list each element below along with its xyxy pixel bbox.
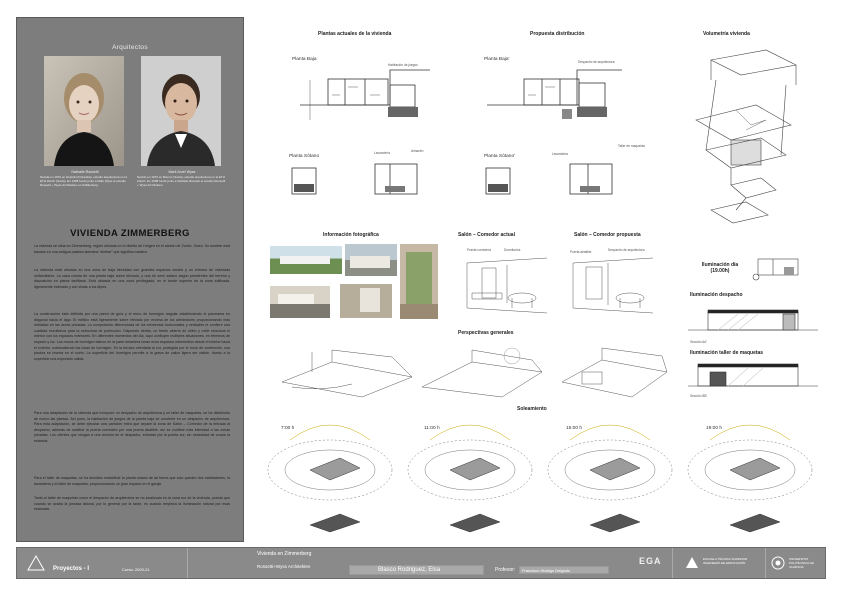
volumetry-axonometric <box>676 40 806 230</box>
office-lighting-section <box>688 300 818 340</box>
living-current-sketch <box>462 253 552 318</box>
proposed-ground-floor-plan <box>482 65 632 130</box>
university-name: UNIVERSITAT POLITÈCNICA DE VALÈNCIA <box>789 557 814 569</box>
heading-perspectives: Perspectivas generales <box>458 330 514 336</box>
paragraph-3: La construcción está definida por una pared de guía y el muro de hormigón angular estableciendo el panorama en diagonal hacia el lago. El edificio está ligeramente sobre elevado por encima de los alrededores proporcionando más intimidad en las áreas privadas. La composición diferenciada de los elementos horizontales y verticales le confiere una cualidad escultórica para la estructura de protección. Dispuesto detrás, un frente abierto de vidrio y roble relaciona el interior con los espacios exteriores. En diferentes momentos del día, aquí confluyen múltiples situaciones, en términos de espacio y luz. Los muros de hormigón blanco en la parte delantera crean unos espacios intermedios desde el interior hacia el exterior, sobresaliendo las losas de hormigón. En la terraza orientada al sur, protegida por el muro de contención, una piscina se inserta en el suelo. La superficie del hormigón permite a la grava de calizo ligera ser visible, dando a la superficie una expresión cálida. <box>34 312 230 361</box>
heading-photo-info: Información fotográfica <box>323 232 379 238</box>
living-proposed-sketch <box>568 253 658 318</box>
school-name: ESCUELA TÉCNICA SUPERIOR INGENIERÍA DE EDIFICACIÓN <box>703 557 748 565</box>
sun-diagram-19h <box>688 425 812 532</box>
architects-heading: Arquitectos <box>112 44 148 51</box>
footer-bar <box>16 547 826 579</box>
label-laundry-proposed: Lavandería <box>552 152 568 156</box>
hour-11: 11:00 h <box>424 426 440 431</box>
hour-19: 19:00 h <box>706 426 723 431</box>
label-basement: Planta Sótano <box>289 154 320 159</box>
heading-volumetry: Volumetría vivienda <box>703 31 750 37</box>
footer-divider-3 <box>765 548 766 578</box>
hour-7: 7:00 h <box>281 426 295 431</box>
sun-diagram-7h <box>268 425 392 532</box>
heading-proposed-distribution: Propuesta distribución <box>530 31 585 37</box>
proposed-basement-plan <box>484 160 634 200</box>
left-info-panel <box>16 17 244 542</box>
school-logo-icon <box>685 556 699 570</box>
label-model-workshop: Taller de maquetas <box>618 144 645 148</box>
footer-divider <box>187 548 188 578</box>
sunlight-diagrams <box>260 418 820 543</box>
label-bedrooms: Dormitorios <box>504 248 521 252</box>
architect1-name: Nathalie Rossetti <box>71 170 99 174</box>
heading-workshop-lighting: Iluminación taller de maquetas <box>690 350 764 356</box>
paragraph-4: Para una adaptación de la vivienda que incorpore un despacho de arquitectura y un taller de maquetas, se ha distribuido de nuevo las plantas. Así pues, la habitación de juegos de la planta baja se convierte en un despacho de arquitectura. Para esta adaptación, se debe ejecutar una partición extra que separe la zona de Salón – Comedor de la entrada al despacho, además de sustituir la puerta corredera por una puerta abatible, así se confiere más intimidad a las zonas privadas. Los clientes que vengan a una reunión en el despacho, entrarán por la puerta sur, sin necesidad de cruzar la estancia. <box>34 411 230 443</box>
section-bb-label: Sección BB' <box>690 394 708 398</box>
photo-interior-1 <box>340 284 392 318</box>
footer-divider-2 <box>672 548 673 578</box>
footer-project-title: Vivienda en Zimmerberg <box>257 551 312 557</box>
label-storage: Almacén <box>411 149 424 153</box>
architect1-bio: Nacida en 1970 en Helsinki (Finlandia), estudió arquitectura en la ETH Zürich (Suiza). En 1998 fundó junto a Mark Wyss el estudio Rossetti + Wyss Architekten en Zollikerberg. <box>40 175 127 187</box>
label-game-room: Habitación de juegos <box>388 63 418 67</box>
architect2-name: Mark Aurel Wyss <box>168 170 196 174</box>
perspectives-strip <box>272 342 672 402</box>
label-ground-floor: Planta Baja <box>292 57 317 62</box>
student-name: Blasco Rodriguez, Elsa <box>378 567 441 573</box>
project-title: VIVIENDA ZIMMERBERG <box>70 228 190 239</box>
ega-logo: EGA <box>639 556 662 566</box>
label-hinged-door: Puerta abatible <box>570 250 592 254</box>
student-name-box <box>349 565 484 575</box>
university-seal-icon <box>771 555 785 571</box>
heading-sunlight: Soleamiento <box>517 406 547 412</box>
heading-current-plans: Plantas actuales de la vivienda <box>318 31 392 37</box>
footer-architects: Rossetti+Wyss Architekten <box>257 564 311 569</box>
professor-name: Francisco Hidalgo Delgado <box>522 568 571 573</box>
daylight-plan <box>748 253 818 283</box>
photo-interior-corridor <box>400 244 438 319</box>
label-office-2: Despacho de arquitectura <box>608 248 645 252</box>
photo-exterior-3 <box>270 286 330 318</box>
architect1-caption <box>40 170 130 187</box>
heading-living-proposed: Salón – Comedor propuesta <box>574 232 641 238</box>
course-year: Curso: 2020-21 <box>122 567 150 572</box>
photo-exterior-1 <box>270 246 342 274</box>
heading-office-lighting: Iluminación despacho <box>690 292 743 298</box>
architect2-caption <box>137 170 227 187</box>
paragraph-6: Tanto el taller de maquetas como el despacho de arquitectura se ha localizado en la zona sur de la vivienda, puesto que cuando se acaba la jornada laboral, por lo general por la tarde, es cuando empieza la iluminación natural por esas estancias. <box>34 496 230 512</box>
professor-name-box <box>519 566 609 574</box>
architect-photo-woman <box>44 56 124 166</box>
current-basement-plan <box>290 160 440 200</box>
paragraph-1: La vivienda se sitúa en Zimmerberg, región ubicada en el distrito de Horgen en el cantón de Zurich, Suiza. Su nombre está basado en una antigua palabra alemana “zimbar” que significa madera. <box>34 244 230 254</box>
architect2-bio: Nacido en 1970 en Bienne (Suiza), estudió arquitectura en la ETH Zürich. En 1998 fundó junto a Nathalie Rossetti el estudio Rossetti + Wyss Architekten. <box>137 175 226 187</box>
sun-diagram-15h <box>548 425 672 532</box>
heading-living-current: Salón – Comedor actual <box>458 232 515 238</box>
workshop-lighting-section <box>688 358 818 394</box>
sun-diagram-11h <box>408 425 532 532</box>
label-basement-proposed: Planta Sótano' <box>484 154 516 159</box>
course-name: Proyectos - I <box>53 566 90 572</box>
label-sliding-door: Puerta corredera <box>467 248 491 252</box>
paragraph-2: La vivienda está ubicada en una zona de baja densidad con grandes espacios verdes y un entorno de viviendas unifamiliares. La casa consta de una planta baja sobre elevada, y una de semi sótano según pendientes del terreno y disposición en planta facilitada. Está ubicada en una zona privilegiada, en el borde superior de la zona edificada, ligeramente inclinado y con vistas a los Alpes. <box>34 268 230 289</box>
label-laundry: Lavandería <box>374 151 390 155</box>
photo-exterior-2 <box>345 244 397 276</box>
section-aa-label: Sección AA' <box>690 340 707 344</box>
label-architecture-office: Despacho de arquitectura <box>578 60 615 64</box>
current-ground-floor-plan <box>290 65 440 125</box>
label-ground-floor-proposed: Planta Baja' <box>484 57 510 62</box>
course-logo-icon <box>27 554 45 572</box>
heading-daylight: Iluminación día (19.00h) <box>701 262 739 274</box>
architect-photo-man <box>141 56 221 166</box>
professor-label: Profesor: <box>495 567 516 573</box>
paragraph-5: Para el taller de maquetas, se ha decidido redistribuir la planta sótano de tal forma que solo queden dos habitaciones, la lavandería y el taller de maquetas, proporcionando un gran espacio en el garaje. <box>34 476 230 486</box>
hour-15: 15:00 h <box>566 426 583 431</box>
